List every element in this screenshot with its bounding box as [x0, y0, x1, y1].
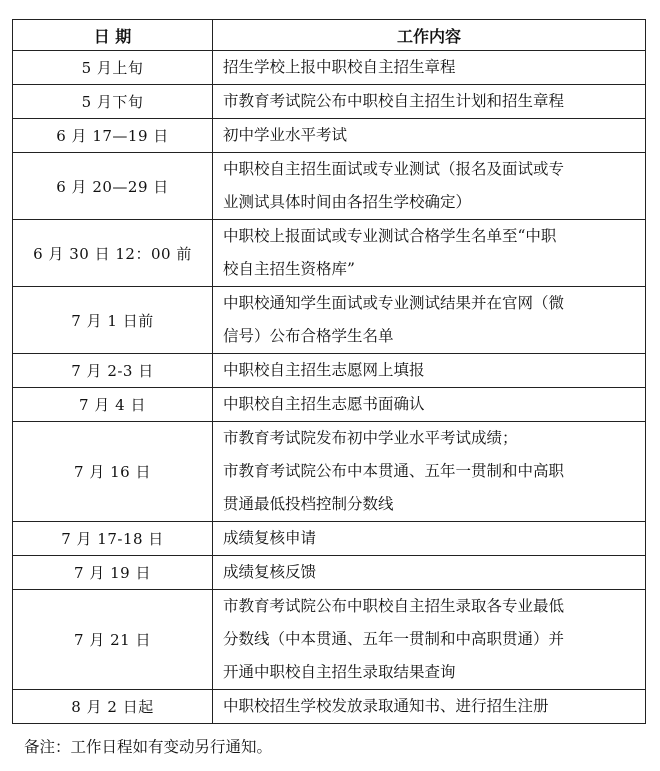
content-cell — [213, 590, 646, 690]
content-line: 中职校上报面试或专业测试合格学生名单至“中职 — [223, 227, 557, 245]
content-cell — [213, 556, 646, 590]
content-cell — [213, 287, 646, 354]
content-line: 贯通最低投档控制分数线 — [223, 495, 394, 513]
content-cell — [213, 119, 646, 153]
footnote: 备注：工作日程如有变动另行通知。 — [24, 738, 273, 756]
content-line: 信号）公布合格学生名单 — [223, 327, 394, 345]
table-row — [13, 522, 646, 556]
content-cell — [213, 354, 646, 388]
table-row — [13, 220, 646, 287]
header-row — [13, 20, 646, 51]
table-row — [13, 51, 646, 85]
table-row — [13, 690, 646, 724]
content-cell — [213, 85, 646, 119]
date-cell: 7 月 19 日 — [13, 556, 213, 590]
content-line: 市教育考试院公布中职校自主招生录取各专业最低 — [223, 597, 565, 615]
table-row — [13, 422, 646, 522]
table-row — [13, 556, 646, 590]
date-cell: 7 月 4 日 — [13, 388, 213, 422]
date-cell: 7 月 21 日 — [13, 590, 213, 690]
content-line: 初中学业水平考试 — [223, 126, 348, 144]
content-line: 分数线（中本贯通、五年一贯制和中高职贯通）并 — [223, 630, 565, 648]
content-line: 成绩复核申请 — [223, 529, 317, 547]
header-content: 工作内容 — [213, 20, 646, 51]
schedule-body — [13, 51, 646, 724]
table-row — [13, 153, 646, 220]
schedule-table — [12, 19, 646, 724]
date-cell: 7 月 17-18 日 — [13, 522, 213, 556]
table-row — [13, 119, 646, 153]
content-line: 中职校通知学生面试或专业测试结果并在官网（微 — [223, 294, 565, 312]
content-line: 市教育考试院公布中职校自主招生计划和招生章程 — [223, 92, 565, 110]
content-line: 中职校自主招生志愿书面确认 — [223, 395, 425, 413]
content-line: 校自主招生资格库” — [223, 260, 355, 278]
content-cell — [213, 153, 646, 220]
content-line: 成绩复核反馈 — [223, 563, 317, 581]
date-cell: 7 月 2-3 日 — [13, 354, 213, 388]
table-row — [13, 287, 646, 354]
table-row — [13, 354, 646, 388]
table-row — [13, 388, 646, 422]
date-cell: 6 月 20—29 日 — [13, 153, 213, 220]
date-cell: 7 月 16 日 — [13, 422, 213, 522]
date-cell: 8 月 2 日起 — [13, 690, 213, 724]
date-cell: 5 月下旬 — [13, 85, 213, 119]
table-row — [13, 85, 646, 119]
date-cell: 6 月 30 日 12：00 前 — [13, 220, 213, 287]
content-cell — [213, 422, 646, 522]
content-line: 中职校自主招生志愿网上填报 — [223, 361, 425, 379]
content-line: 中职校自主招生面试或专业测试（报名及面试或专 — [223, 160, 565, 178]
content-cell — [213, 690, 646, 724]
content-cell — [213, 220, 646, 287]
table-row — [13, 590, 646, 690]
date-cell: 7 月 1 日前 — [13, 287, 213, 354]
content-line: 开通中职校自主招生录取结果查询 — [223, 663, 456, 681]
content-line: 市教育考试院公布中本贯通、五年一贯制和中高职 — [223, 462, 565, 480]
content-line: 中职校招生学校发放录取通知书、进行招生注册 — [223, 697, 549, 715]
content-cell — [213, 522, 646, 556]
content-cell — [213, 388, 646, 422]
content-line: 市教育考试院发布初中学业水平考试成绩； — [223, 429, 518, 447]
date-cell: 6 月 17—19 日 — [13, 119, 213, 153]
header-date: 日 期 — [13, 20, 213, 51]
content-line: 招生学校上报中职校自主招生章程 — [223, 58, 456, 76]
date-cell: 5 月上旬 — [13, 51, 213, 85]
content-cell — [213, 51, 646, 85]
content-line: 业测试具体时间由各招生学校确定） — [223, 193, 472, 211]
